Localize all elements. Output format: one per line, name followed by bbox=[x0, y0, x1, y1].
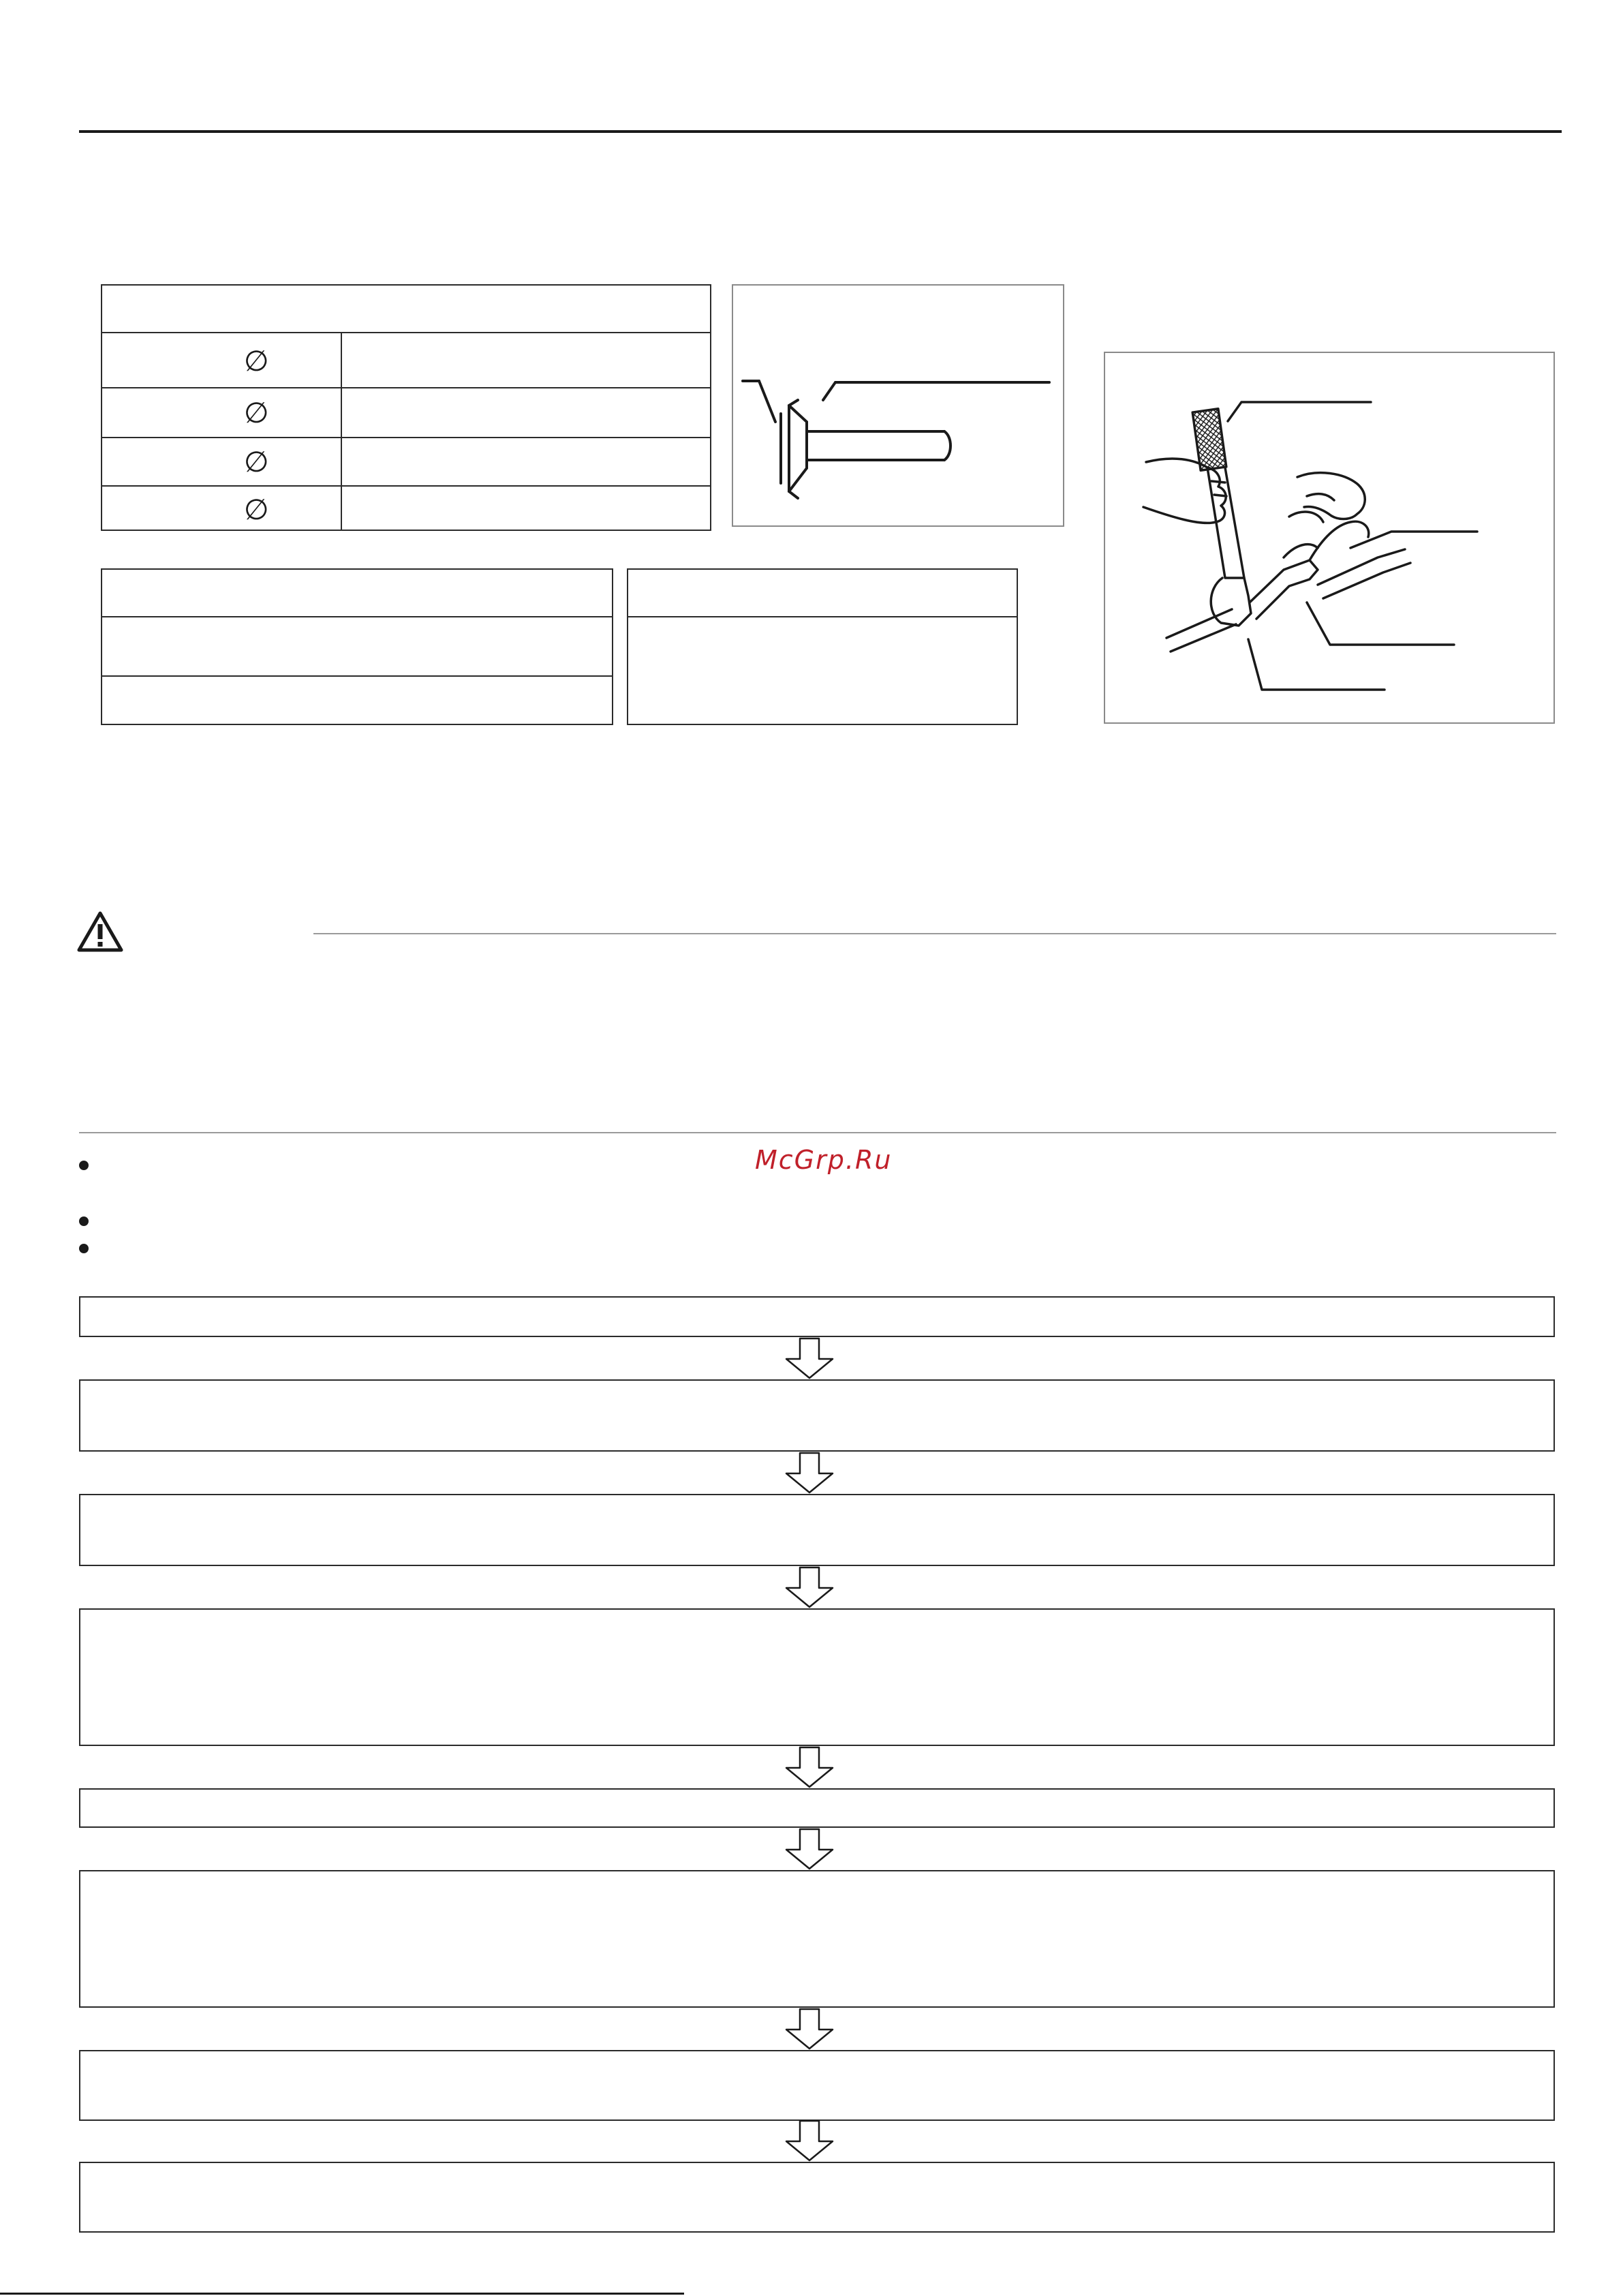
diameter-symbol: ∅ bbox=[244, 396, 269, 429]
bottom-rule bbox=[0, 2293, 684, 2295]
flow-step-3 bbox=[79, 1494, 1555, 1566]
flare-diagram bbox=[732, 284, 1064, 527]
flow-step-6 bbox=[79, 1870, 1555, 2008]
table-row-divider bbox=[628, 616, 1017, 617]
down-arrow-icon bbox=[784, 2119, 835, 2162]
table-row-divider bbox=[102, 616, 612, 617]
table-row-divider bbox=[102, 675, 612, 677]
flow-step-8 bbox=[79, 2162, 1555, 2233]
table-column-divider bbox=[341, 332, 342, 530]
table-row-divider bbox=[102, 387, 710, 388]
flow-step-7 bbox=[79, 2050, 1555, 2121]
flow-step-1 bbox=[79, 1296, 1555, 1337]
down-arrow-icon bbox=[784, 1452, 835, 1494]
table-row-divider bbox=[102, 437, 710, 438]
flow-step-5 bbox=[79, 1788, 1555, 1828]
flare-dimension-table bbox=[101, 568, 613, 725]
down-arrow-icon bbox=[784, 1828, 835, 1870]
flow-step-2 bbox=[79, 1379, 1555, 1452]
pipe-size-table bbox=[101, 284, 711, 531]
table-row-divider bbox=[102, 332, 710, 333]
watermark-text: McGrp.Ru bbox=[755, 1145, 893, 1175]
warning-triangle-icon bbox=[76, 910, 124, 953]
flow-step-4 bbox=[79, 1608, 1555, 1746]
table-row-divider bbox=[102, 485, 710, 487]
down-arrow-icon bbox=[784, 2008, 835, 2050]
wrench-illustration-frame bbox=[1104, 352, 1555, 724]
down-arrow-icon bbox=[784, 1337, 835, 1379]
bullet-point bbox=[79, 1244, 89, 1253]
bullet-point bbox=[79, 1161, 89, 1170]
top-rule bbox=[79, 130, 1562, 133]
notes-rule bbox=[79, 1132, 1556, 1133]
tool-spec-table bbox=[627, 568, 1018, 725]
flare-pipe-illustration bbox=[733, 286, 1066, 528]
caution-rule bbox=[313, 933, 1556, 934]
bullet-point bbox=[79, 1216, 89, 1226]
down-arrow-icon bbox=[784, 1746, 835, 1788]
diameter-symbol: ∅ bbox=[244, 344, 269, 378]
down-arrow-icon bbox=[784, 1566, 835, 1608]
wrench-tightening-illustration bbox=[1105, 353, 1556, 725]
diameter-symbol: ∅ bbox=[244, 445, 269, 478]
diameter-symbol: ∅ bbox=[244, 493, 269, 526]
